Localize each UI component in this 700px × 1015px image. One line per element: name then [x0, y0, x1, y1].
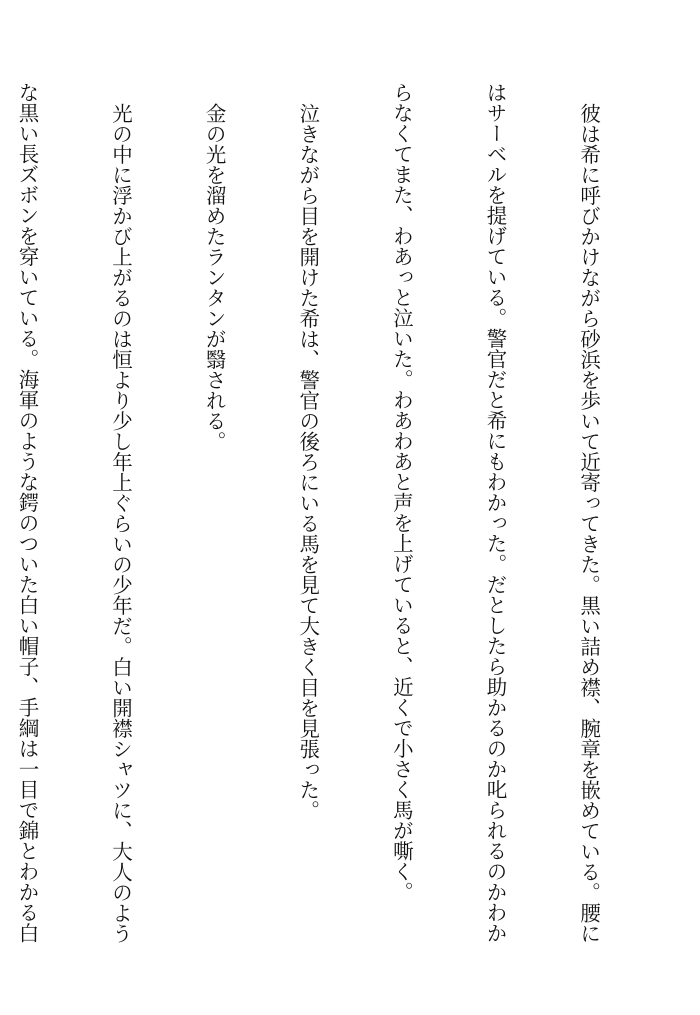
text-line: 泣きながら目を開けた希は、警官の後ろにいる馬を見て大きく目を見張った。: [295, 102, 320, 820]
text-line: 金の光を溜めたランタンが翳される。: [202, 102, 227, 451]
text-line: な黒い長ズボンを穿いている。海軍のような鍔のついた白い帽子、手綱は一目で錦とわかる白: [14, 82, 39, 943]
text-line: らなくてまた、わあっと泣いた。わあわあと声を上げていると、近くで小さく馬が嘶く。: [389, 82, 414, 902]
vertical-text-body: [0, 82, 666, 962]
text-line: 光の中に浮かび上がるのは恒より少し年上ぐらいの少年だ。白い開襟シャツに、大人のよう: [108, 102, 133, 943]
text-line: 彼は希に呼びかけながら砂浜を歩いて近寄ってきた。黒い詰め襟、腕章を嵌めている。腰に: [576, 102, 601, 943]
text-line: はサーベルを提げている。警官だと希にもわかった。だとしたら助かるのか叱られるのかわか: [482, 82, 507, 943]
